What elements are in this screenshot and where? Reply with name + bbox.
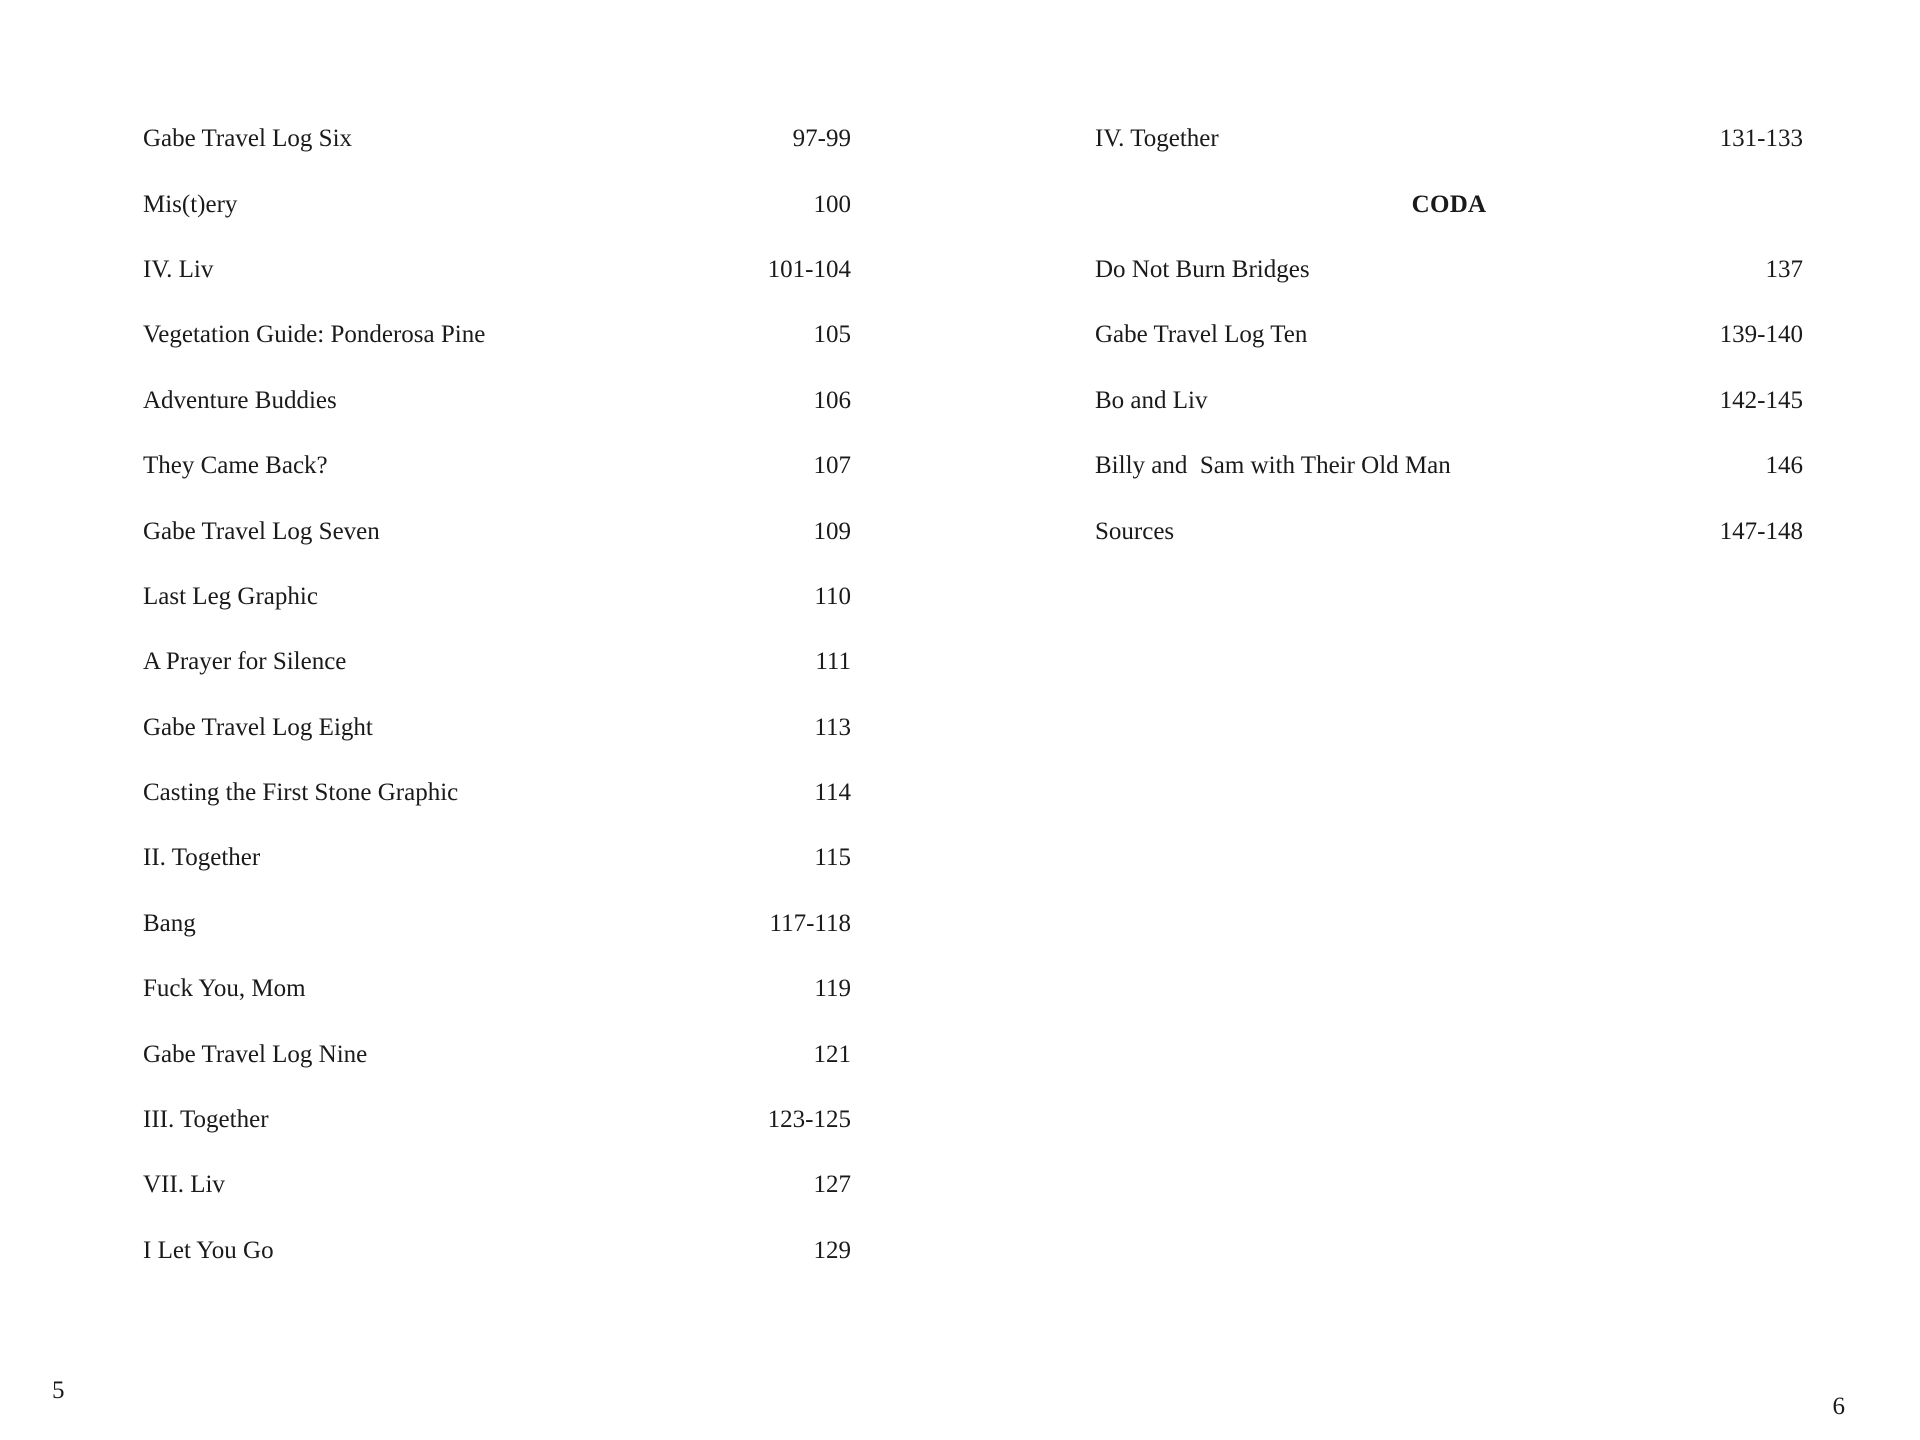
toc-entry <box>143 760 851 825</box>
entry-pages: 114 <box>814 779 851 807</box>
entry-pages: 123-125 <box>767 1106 851 1134</box>
toc-entry <box>143 237 851 302</box>
entry-title: Vegetation Guide: Ponderosa Pine <box>143 321 486 349</box>
entry-pages: 109 <box>813 517 851 545</box>
entry-title: Sources <box>1095 517 1175 545</box>
entry-title: Casting the First Stone Graphic <box>143 779 459 807</box>
entry-pages: 117-118 <box>769 909 851 937</box>
toc-entry <box>143 825 851 890</box>
entry-pages: 113 <box>814 713 851 741</box>
entry-pages: 129 <box>813 1236 851 1264</box>
entry-pages: 147-148 <box>1719 517 1803 545</box>
entry-pages: 119 <box>814 975 851 1003</box>
entry-pages: 146 <box>1765 452 1803 480</box>
entry-title: IV. Liv <box>143 255 214 283</box>
entry-title: Last Leg Graphic <box>143 582 318 610</box>
toc-entry <box>1095 106 1803 171</box>
entry-pages: 110 <box>814 582 851 610</box>
toc-entry <box>143 1218 851 1283</box>
toc-entry <box>143 106 851 171</box>
entry-title: A Prayer for Silence <box>143 648 347 676</box>
entry-pages: 101-104 <box>767 255 851 283</box>
entry-title: Gabe Travel Log Nine <box>143 1040 368 1068</box>
toc-entry <box>1095 368 1803 433</box>
toc-entry <box>143 1021 851 1086</box>
entry-title: Adventure Buddies <box>143 386 337 414</box>
entry-title: Gabe Travel Log Seven <box>143 517 380 545</box>
entry-title: They Came Back? <box>143 452 328 480</box>
entry-pages: 107 <box>813 452 851 480</box>
entry-title: Fuck You, Mom <box>143 975 306 1003</box>
page-number-right: 6 <box>1832 1393 1845 1420</box>
entry-pages: 121 <box>813 1040 851 1068</box>
toc-entry <box>143 368 851 433</box>
toc-entry <box>1095 433 1803 498</box>
toc-list-right <box>1095 106 1803 564</box>
entry-title: Gabe Travel Log Six <box>143 125 353 153</box>
entry-title: II. Together <box>143 844 261 872</box>
entry-title: VII. Liv <box>143 1171 225 1199</box>
section-heading-coda: CODA <box>1411 190 1487 218</box>
entry-title: Gabe Travel Log Eight <box>143 713 373 741</box>
entry-pages: 105 <box>813 321 851 349</box>
entry-title: Do Not Burn Bridges <box>1095 255 1310 283</box>
toc-entry <box>143 1087 851 1152</box>
entry-title: Billy and Sam with Their Old Man <box>1095 452 1451 480</box>
entry-pages: 139-140 <box>1719 321 1803 349</box>
toc-entry <box>143 171 851 236</box>
entry-pages: 127 <box>813 1171 851 1199</box>
entry-title: Gabe Travel Log Ten <box>1095 321 1308 349</box>
toc-list-left <box>143 106 851 1283</box>
page-number-left: 5 <box>52 1377 65 1404</box>
toc-entry <box>143 629 851 694</box>
toc-entry <box>143 956 851 1021</box>
toc-entry <box>143 891 851 956</box>
entry-pages: 137 <box>1765 255 1803 283</box>
entry-pages: 131-133 <box>1719 125 1803 153</box>
toc-entry <box>143 498 851 563</box>
toc-entry <box>143 564 851 629</box>
toc-entry <box>1095 237 1803 302</box>
entry-title: IV. Together <box>1095 125 1219 153</box>
entry-title: Bang <box>143 909 196 937</box>
entry-pages: 111 <box>815 648 851 676</box>
entry-title: III. Together <box>143 1106 269 1134</box>
entry-pages: 97-99 <box>792 125 851 153</box>
entry-title: Bo and Liv <box>1095 386 1208 414</box>
entry-title: I Let You Go <box>143 1236 274 1264</box>
right-page <box>960 0 1920 1440</box>
toc-entry <box>143 433 851 498</box>
toc-entry <box>1095 498 1803 563</box>
toc-entry <box>143 1152 851 1217</box>
toc-entry <box>143 302 851 367</box>
toc-entry <box>143 695 851 760</box>
entry-title: Mis(t)ery <box>143 190 238 218</box>
entry-pages: 115 <box>814 844 851 872</box>
toc-entry <box>1095 302 1803 367</box>
entry-pages: 100 <box>813 190 851 218</box>
entry-pages: 106 <box>813 386 851 414</box>
entry-pages: 142-145 <box>1719 386 1803 414</box>
